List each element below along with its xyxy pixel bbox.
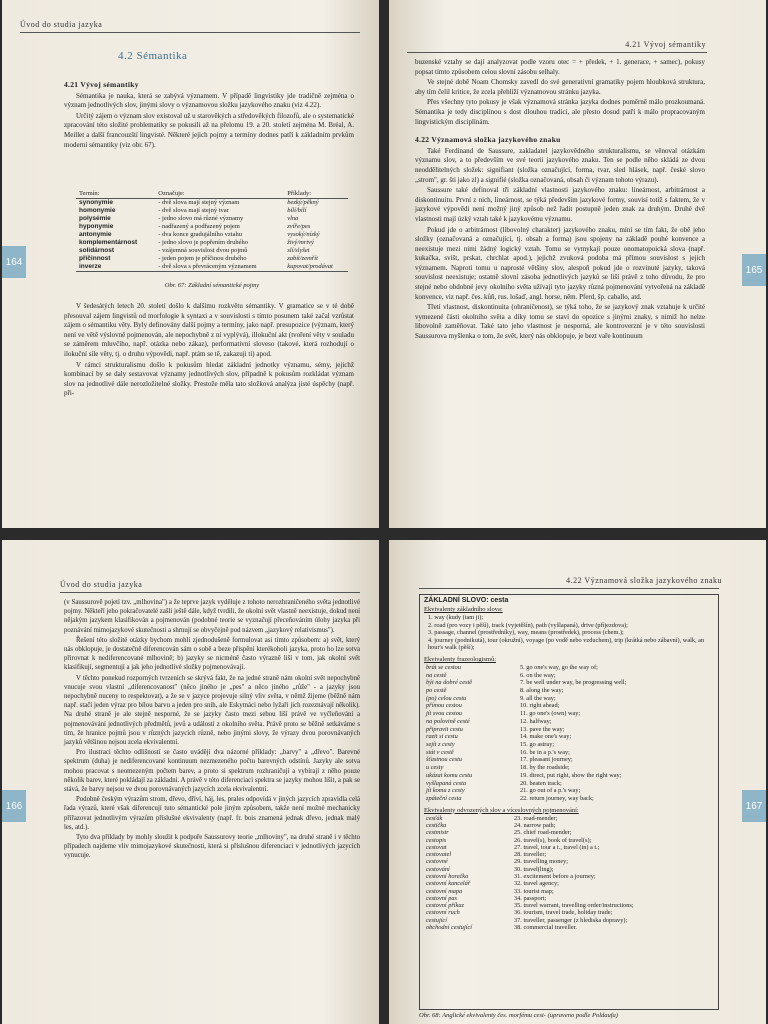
term-cell: synonymie (79, 199, 113, 206)
czech-term: cestička (426, 821, 447, 829)
english-equivalent: 9. all the way; (520, 694, 556, 702)
example-cell: bílí/bílí (287, 207, 307, 214)
body-text-1 (415, 58, 705, 343)
english-equivalent: 36. tourism, travel trade, holiday trade; (514, 909, 613, 917)
paragraph: Pokud jde o arbitrárnost (libovolný charakter) jazykového znaku, míní se tím fakt, že obě jeho složky (označovaná a označující, tj. obsah a forma) jsou spojeny na základě pouhé konvence a neexistuje mezi nimi žádný logický vztah. Tomu se vymykají pouze onomatopoická slova (např. kukačka, svišt, prskat, chrchlat apod.), jejichž zvuková podoba má přímou souvislost s jejich významem. Naproti tomu u naprosté většiny slov, alespoň pokud jde o rozvinuté jazyky, taková souvislost neexistuje; ostatně slovní zásoba jednotlivých jazyků se liší právě z toho důvodu, že pro stejné nebo obdobné jevy okolního světa užívají tyto jazyky různá pojmenování vytvořená na základě konvence, viz např. čes. kůň, rus. lošaď, angl. horse, něm. Pferd, šp. caballo, atd. (415, 225, 705, 301)
czech-term: u cesty (426, 764, 444, 772)
list-item (420, 787, 718, 795)
list-item (420, 702, 718, 710)
table-row (76, 263, 348, 272)
english-equivalent: 13. pave the way; (520, 725, 565, 733)
czech-term: cestovní mapa (426, 887, 463, 895)
czech-term: na cestě (426, 671, 447, 679)
czech-term: po cestě (426, 687, 447, 695)
english-equivalent: 37. traveller, passenger (z hlediska dopravy); (514, 916, 628, 924)
phrase-list (420, 664, 718, 803)
english-equivalent: 16. be in a p.'s way; (520, 748, 570, 756)
box-title: ZÁKLADNÍ SLOVO: cesta (424, 597, 509, 604)
list-item (420, 815, 718, 822)
english-equivalent: 28. traveller; (514, 851, 547, 859)
term-cell: příčinnost (79, 255, 111, 262)
paragraph: Sémantika je nauka, která se zabývá významem. V případě lingvistiky jde tradičně zejména o význam jednotlivých slov, jinými slovy o významovou složku jazykového znaku (viz 4.22). (64, 91, 354, 110)
list-item (420, 695, 718, 703)
page-number-tab: 166 (2, 790, 26, 822)
czech-term: cestmistr (426, 829, 449, 837)
term-cell: polysémie (79, 215, 111, 222)
english-equivalent: 20. beaten track; (520, 779, 562, 787)
paragraph: Přes všechny tyto pokusy je však významová stránka jazyka dodnes poměrně málo prozkoumaná. Sémantika je tedy disciplínou s dost dlouhou tradicí, ale přesto dosud patří k málo propracovaným lingvistickým disciplínám. (415, 98, 705, 126)
header-rule (419, 588, 719, 589)
table-header: Označuje: (155, 190, 284, 199)
paragraph: V šedesátých letech 20. století došlo k dalšímu rozkvětu sémantiky. V gramatice se v té době přesouval zájem lingvistů od morfologie k syntaxi a v souvislosti s tímto posunem také začal vzrůstat zájem o sémantiku věty. Byly definovány další pojmy a termíny, jako např. presupozice (význam, který není ve větě výslovně pojmenován, ale nepochybně z ní vyplývá), illokuční akt (tvoření věty v souladu se záměrem mluvčího, např. otázka nebo zákaz), performativní sloveso (takové, která rozhodují o ilokuční síle věty, tj. o druhu výpovědi, např. ptám se tě, zakazuji ti) apod. (64, 302, 354, 358)
derived-list (420, 815, 718, 932)
running-head: 4.21 Vývoj sémantiky (625, 40, 706, 49)
list-item (420, 844, 718, 851)
czech-term: cestovní kancelář (426, 880, 471, 888)
table-row (76, 247, 348, 255)
english-equivalent: 35. travel warrant, travelling order/instructions; (514, 902, 634, 910)
list-item (420, 924, 718, 931)
table-row (76, 239, 348, 247)
list-item (420, 726, 718, 734)
term-cell: hyponymie (79, 223, 114, 230)
list-item: 1. way (kudy (tam ji); (428, 614, 484, 621)
czech-term: cestovní horečka (426, 873, 469, 880)
english-equivalent: 27. travel, tour a t., travel (in) a t.; (514, 843, 600, 851)
list-item (420, 756, 718, 764)
header-rule (407, 52, 707, 53)
box-subheading: Ekvivalenty základního slova: (424, 606, 503, 613)
list-item (420, 679, 718, 687)
czech-term: jít svou cestou (426, 710, 463, 718)
running-head: 4.22 Významová složka jazykového znaku (566, 576, 722, 585)
list-item (420, 909, 718, 916)
table-row (76, 223, 348, 231)
example-cell: vysoký/nízký (287, 231, 320, 238)
english-equivalent: 32. travel agency; (514, 880, 559, 888)
table-row (76, 255, 348, 263)
czech-term: cestující (426, 916, 447, 924)
english-equivalent: 24. narrow path; (514, 821, 556, 829)
paragraph: Ve stejné době Noam Chomsky zavedl do své generativní gramatiky pojem hloubková struktura, aby tím čelil kritice, že zcela přehlíží významovou stránku jazyka. (415, 78, 705, 96)
page-number-tab: 164 (2, 246, 26, 278)
subsection-heading: 4.22 Významová složka jazykového znaku (415, 135, 561, 145)
english-equivalent: 22. return journey, way back; (520, 794, 594, 802)
box-subheading: Ekvivalenty odvozených slov a víceslovných pojmenování: (424, 806, 579, 814)
term-cell: komplementárnost (79, 239, 138, 246)
czech-term: brát se cestou (426, 663, 461, 671)
list-item (420, 895, 718, 902)
list-item (420, 902, 718, 909)
meaning-cell: - dvě slova mají stejný význam (158, 199, 240, 206)
example-cell: slí/slyšet (287, 247, 310, 254)
paragraph: V těchto ponekud rozporných tvrzeních se skrývá fakt, že na jedné straně nám okolní svět nepochybně vnucuje svou vlastní „diferencovanost" (něco jiného je „pes" a něco jiného „růže" - a jazyky jsou nepochybně nuceny to respektovat), a že se v jazyce projevuje silný vliv světa, v němž žijeme (běžně nám např. stačí jeden výraz pro bílou barvu a jeden pro sníh, ale Eskymáci nebo lyžaři jich rozeznávají několik). Na druhé straně je ale stejně nesporné, že se jazyky často mezi sebou liší právě ve vyčleňování a pojmenovávání jednotlivých předmětů, jevů a událostí z okolního světa. Právě proto se běžně setkáváme s tím, že hranice pojmů jsou v různých jazycích různě, nebo jinými slovy, že výrazy dvou porovnávaných jazyků většinou nejsou zcela ekvivalentní. (64, 674, 360, 747)
czech-term: cestovní příkaz (426, 902, 464, 910)
example-cell: bezký/pěkný (287, 199, 319, 206)
paragraph: Pro ilustraci těchto odlišností se často uvádějí dva názorné příklady: „barvy" a „dřevo". Barevné spektrum (duha) je nediferencované kontinuum nezmezeného počtu barevných odstínů. Jazyky ale sotva mohou pracovat s neomezeným počtem barev, a proto si spektrum rozhraničují a vybírají z něho pouze několik barev, které pokládají za základní. A právě v této diferenciaci spektra se jazyky mohou lišit, a pak se stává, že barvy nejsou ve dvou porovnávaných jazycích zcela ekvivalentní. (64, 749, 360, 794)
list-item (420, 858, 718, 865)
term-cell: inverze (79, 263, 102, 270)
term-cell: antonymie (79, 231, 112, 238)
list-item (420, 795, 718, 803)
english-equivalent: 23. road-mender; (514, 814, 558, 822)
table-row (76, 215, 348, 223)
paragraph: Saussure také definoval tři základní vlastnosti jazykového znaku: lineárnost, arbitrárnost a diskontinuitu. První z nich, lineárnost, se týká především jazykové formy, souvisí totiž s faktem, že v jazykové výpovědi není možný jiný způsob než řadit postupně jeden znak za druhým. Druhé dvě vlastnosti mají úzký vztah také k jazykovému významu. (415, 186, 705, 223)
paragraph: Třetí vlastnost, diskontinuita (ohraničenost), se týká toho, že se jazykový znak vztahuje k určité vymezené části okolního světa a díky tomu se staví do opozice s jinými znaky, s nimiž ho nelze libovolně zaměňovat. Také tato jeho vlastnost je nesporná, ale kontroverzní je v této souvislosti Saussurova myšlenka o tom, že svět, který nás obklopuje, je bezt vaře kontinuum (415, 303, 705, 341)
list-item (420, 837, 718, 844)
english-equivalent: 30. travel(ling); (514, 865, 554, 873)
equivalents-box (419, 594, 719, 1010)
english-equivalent: 19. direct, put right, show the right way; (520, 771, 622, 779)
english-equivalent: 5. go one's way, go the way of; (520, 663, 598, 671)
english-equivalent: 34. passport; (514, 894, 547, 902)
list-item (420, 764, 718, 772)
czech-term: zpáteční cesta (426, 794, 462, 802)
czech-term: cestovní ruch (426, 909, 460, 917)
list-item (420, 851, 718, 858)
paragraph: Tyto dva příklady by mohly sloužit k podpoře Saussurovy teorie „mlhoviny", na druhé straně i v těchto případech najdeme vliv mimojazykové skutečnosti, která si příslušnou diferenciaci v jednotlivých jazycích vynucuje. (64, 834, 360, 860)
czech-term: sejít z cesty (426, 741, 455, 748)
english-equivalent: 6. on the way; (520, 671, 556, 679)
czech-term: (po) celou cestu (426, 694, 467, 702)
running-head: Úvod do studia jazyka (60, 580, 143, 589)
list-item (420, 687, 718, 695)
paragraph: (v Saussurově pojetí tzv. „mlhovina") a že teprve jazyk vyděluje z tohoto nerozhraničeného světa jednotlivé pojmy. Někteří jeho pokračovatelé zašli ještě dále, když tvrdili, že okolní svět vlastně neexistuje, dokud není nějakým jazykem klasifikován a pojmenován (podobné teorie se vyznačují přeceňováním úlohy jazyka při poznávání mimojazykové skutečnosti a shrnují se obvyčejně pod názvem „jazykový relativismus"). (64, 599, 360, 634)
list-item: 4. journey (podnikutá), tour (okružní), voyage (po vodě nebo vzduchem), trip (krátká nebo zábavní), walk, an hour's walk (pěší); (428, 636, 705, 652)
english-equivalent: 26. travel(s), book of travel(s); (514, 836, 592, 844)
english-equivalent: 12. halfway; (520, 717, 552, 725)
box-subheading: Ekvivalenty frazeologismů: (424, 655, 497, 663)
list-item (420, 829, 718, 836)
paragraph: V rámci strukturalismu došlo k pokusům hledat základní jednotky významu, sémy, jejichž kombinací by se daly sestavovat významy jednotlivých slov, případně k pokusům rozkládat význam slov na jednotlivé dále nerozložitelné složky. Prestože měla tato složková analýza jisté úspěchy (např. při- (64, 360, 354, 398)
example-cell: kupovat/prodávat (287, 263, 333, 270)
czech-term: cesťák (426, 814, 443, 822)
czech-term: ukázat komu cestu (426, 771, 473, 779)
list-item (420, 741, 718, 749)
czech-term: cestovatel (426, 851, 452, 859)
body-text-1 (64, 77, 354, 151)
czech-term: cestovat (426, 843, 447, 851)
page-166 (2, 540, 379, 1024)
meaning-cell: - dvě slova mají stejný tvar (158, 207, 229, 214)
list-item (420, 664, 718, 672)
czech-term: razit si cestu (426, 733, 458, 741)
czech-term: šťastnou cestu (426, 756, 463, 764)
czech-term: vyšlapaná cesta (426, 779, 467, 787)
meaning-cell: - vzájemná souvislost dvou pojmů (158, 247, 248, 254)
list-item (420, 866, 718, 873)
czech-term: připravit cestu (426, 725, 463, 733)
example-cell: zvíře/pes (287, 223, 311, 230)
czech-term: na polovině cesté (426, 717, 470, 725)
list-item (420, 718, 718, 726)
page-165 (389, 0, 766, 528)
header-rule (20, 32, 360, 33)
semantic-terms-table (76, 190, 348, 272)
list-item (420, 749, 718, 757)
body-text-2 (64, 302, 354, 400)
list-item (420, 772, 718, 780)
list-item (420, 710, 718, 718)
page-number-tab: 167 (742, 790, 766, 822)
english-equivalent: 31. excitement before a journey; (514, 873, 596, 880)
figure-caption: Obr. 67: Základní sémantické pojmy (164, 282, 260, 289)
czech-term: stát v cestě (426, 748, 454, 756)
subsection-heading: 4.21 Vývoj sémantiky (64, 80, 139, 89)
meaning-cell: - jeden pojem je příčinou druhého (158, 255, 247, 262)
paragraph: Určitý zájem o význam slov existoval už u starověkých a středověkých filozofů, ale o systematické zpracování této složité problematiky se pokusili až na přelomu 19. a 20. století zejména M. Bréal, A. Meillet a další francouzští lingvisté. Některé jejich pojmy a termíny dodnes patří k základním prvkům moderní sémantiky (viz obr. 67). (64, 111, 354, 149)
example-cell: zabít/zemřít (287, 255, 318, 262)
czech-term: cestovné (426, 858, 448, 866)
table-header: Příklady: (284, 190, 348, 199)
term-cell: solidárnost (79, 247, 115, 254)
meaning-cell: - nadřazený a podřazený pojem (158, 223, 240, 230)
english-equivalent: 21. go out of a p.'s way; (520, 787, 581, 795)
english-equivalent: 10. right ahead; (520, 702, 560, 710)
list-item: 2. road (pro vozy i pěší), track (vyjetěšín), path (vyšlapaná), drive (příjezdova); (428, 621, 628, 629)
paragraph: Řešení této složité otázky bychom mohli zjednodušeně formulovat asi tímto způsobem: a) svět, který nás obklopuje, je dostatečně diferencován sám o sobě a beze přispění kterékoholi jazyka, proto ho lze sotva přirovnat k nediferencované mlhovině; b) jazyky se nicméně často výrazně liší v tom, jak okolní svět klasifikují, segmentují a jak jeho jednotlivé složky pojmenovávají. (64, 636, 360, 672)
list-item (420, 888, 718, 895)
english-equivalent: 38. commercial traveller. (514, 924, 577, 932)
list-item (420, 873, 718, 880)
list-item (420, 917, 718, 924)
table-row (76, 231, 348, 239)
list-item (420, 672, 718, 680)
czech-term: obchodní cestující (426, 924, 472, 932)
meaning-cell: - jedno slovo má různé významy (158, 215, 244, 222)
page-number-tab: 165 (742, 254, 766, 286)
czech-term: cestopis (426, 836, 447, 844)
body-text (64, 598, 360, 862)
czech-term: cestování (426, 865, 450, 873)
meaning-cell: - dvě slova s převráceným významem (158, 263, 257, 270)
header-rule (60, 592, 360, 593)
english-equivalent: 25. chief road-mender; (514, 829, 572, 837)
english-equivalent: 14. make one's way; (520, 733, 572, 741)
english-equivalent: 29. travelling money; (514, 858, 569, 866)
figure-caption: Obr. 68: Anglické ekvivalenty čes. morfému cest- (upraveno podle Poldaufa) (419, 1012, 618, 1019)
list-item (420, 822, 718, 829)
czech-term: cestovní pas (426, 894, 457, 902)
paragraph: buzenské vztahy se dají analyzovat podle vzoru otec = + předek, + 1. generace, + samec), pokusy popsat tímto způsobem celou slovní zásobu selhaly. (415, 58, 705, 76)
paragraph: Také Ferdinand de Saussure, zakladatel jazykovědného strukturalismu, se věnoval otázkám významu slov, a to především ve své teorii jazykového znaku. Ten se podle něho skládá ze dvou neoddělitelných složek: signifiant (složka označující, forma, tvar, sled hlásek, např. české slovo „strom", gr. šti jako zl) a signifié (složka označovaná, obsah či význam tohoto výrazu). (415, 146, 705, 184)
table-row (76, 207, 348, 215)
list-item (420, 733, 718, 741)
running-head: Úvod do studia jazyka (20, 20, 103, 29)
english-equivalent: 7. be well under way, be progressing well; (520, 679, 627, 687)
english-equivalent: 11. go one's (own) way; (520, 710, 581, 718)
english-equivalent: 8. along the way; (520, 687, 564, 695)
table-row (76, 199, 348, 208)
term-cell: homonymie (79, 207, 116, 214)
list-item (420, 880, 718, 887)
example-cell: živý/mrtvý (287, 239, 314, 246)
table-header: Termín: (76, 190, 155, 199)
paragraph: Podobně českým výrazům strom, dřevo, dříví, háj, les, prales odpovídá v jiných jazycích zpravidla celá řada výrazů, které však diferencují tuto sémantické pole jiným způsobem, takže není možné mechanicky přiřazovat jednotlivým výrazům příslušné ekvivalenty (např. fr. bois znamená jednak dřevo, jednak malý les, atd.). (64, 796, 360, 831)
czech-term: jít komu z cesty (426, 787, 465, 795)
meaning-cell: - jedno slovo je popřením druhého (158, 239, 248, 246)
english-equivalent: 15. go astray; (520, 741, 555, 748)
list-item: 3. passage, channel (prostředníky), way, means (prostředek), process (chem.); (428, 629, 624, 637)
english-equivalent: 18. by the roadside; (520, 764, 570, 772)
czech-term: přímou cestou (426, 702, 462, 710)
example-cell: vlna (287, 215, 299, 222)
meaning-cell: - dva konce gradujálního vztahu (158, 231, 242, 238)
list-item (420, 780, 718, 788)
page-164 (2, 0, 379, 528)
english-equivalent: 17. pleasant journey; (520, 756, 573, 764)
czech-term: být na dobré cestě (426, 679, 472, 687)
page-167 (389, 540, 766, 1024)
section-heading: 4.2 Sémantika (118, 50, 188, 62)
english-equivalent: 33. tourist map; (514, 887, 554, 895)
